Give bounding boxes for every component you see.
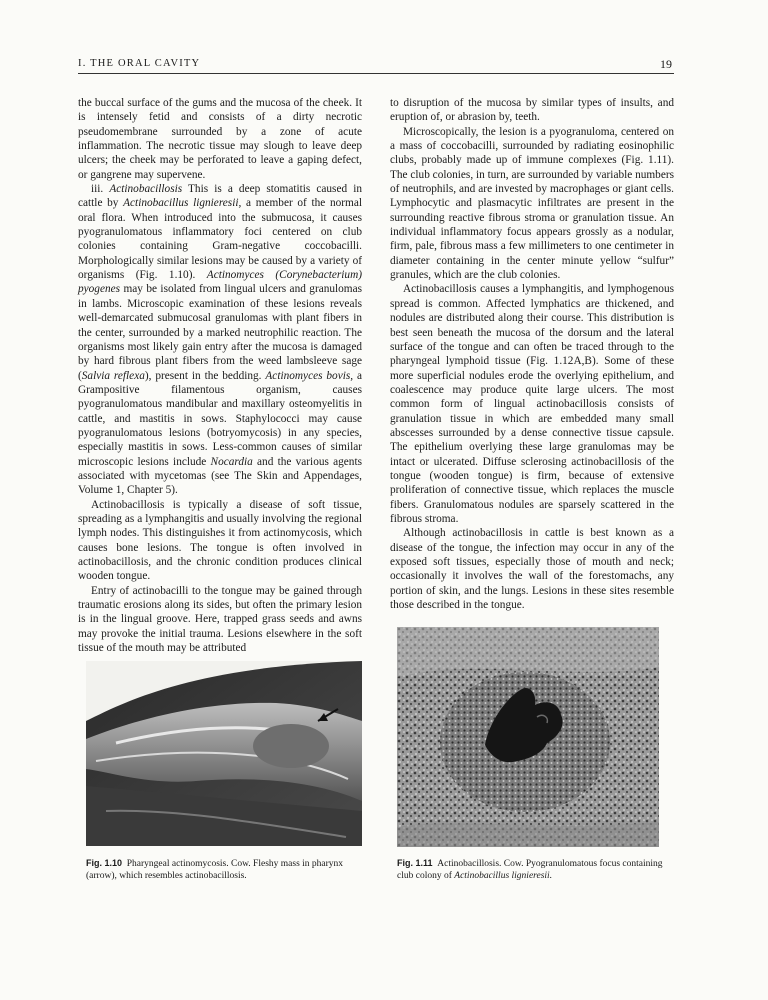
caption-text: Actinobacillosis. Cow. Pyogranulomatous focus containing club colony of	[397, 859, 663, 881]
header-rule	[78, 73, 674, 74]
paragraph: iii. Actinobacillosis This is a deep stomatitis caused in cattle by Actinobacillus lignieresii, a member of the normal oral flora. When introduced into the submucosa, it causes pyogranulomatous inflammatory foci centered on club colonies containing Gram-negative coccobacilli. Morphologically similar lesions may be caused by a variety of organisms (Fig. 1.10). Actinomyces (Corynebacterium) pyogenes may be isolated from lingual ulcers and granulomas in lambs. Microscopic examination of these lesions reveals well-demarcated submucosal granulomas with plant fibers in the center, surrounded by a marked neutrophilic reaction. The organisms most likely gain entry after the mucosa is damaged by hard fibrous plant fibers from the weed lambsleeve sage (Salvia reflexa), present in the bedding. Actinomyces bovis, a Grampositive filamentous organism, causes pyogranulomatous mandibular and maxillary osteomyelitis in cattle, and mastitis in sows. Staphylococci may cause pyogranulomatous lesions (botryomycosis) in any species, especially mastitis in sows. Less-common causes of similar microscopic lesions include Nocardia and the various agents associated with mycetomas (see The Skin and Appendages, Volume 1, Chapter 5).	[78, 183, 362, 497]
running-head: I. THE ORAL CAVITY	[78, 58, 201, 69]
paragraph: to disruption of the mucosa by similar types of insults, and eruption of, or abrasion by, teeth.	[390, 97, 674, 124]
figure-1-10-caption	[86, 857, 370, 882]
list-marker: iii.	[91, 183, 110, 196]
page-number: 19	[660, 57, 672, 71]
paragraph: Microscopically, the lesion is a pyogranuloma, centered on a mass of coccobacilli, surrounded by radiating eosinophilic clubs, probably made up of immune complexes (Fig. 1.11). The club colonies, in turn, are surrounded by variable numbers of neutrophils, and are invested by macrophages or giant cells. Lymphocytic and plasmacytic infiltrates are present in the surrounding reactive fibrous stroma or granulation tissue. An individual inflammatory focus appears grossly as a nodular, firm, pale, fibrous mass a few millimeters to one centimeter in diameter containing in the center minute yellow “sulfur” granules, which are the club colonies.	[390, 125, 674, 282]
figure-1-10-photo	[86, 661, 362, 846]
caption-species: Actinobacillus lignieresii.	[454, 871, 553, 881]
right-column	[390, 96, 674, 612]
paragraph: Actinobacillosis is typically a disease of soft tissue, spreading as a lymphangitis and usually involving the regional lymph nodes. This distinguishes it from actinomycosis, which causes bone lesions. The tongue is often involved in actinobacillosis, and the chronic condition produces clinical wooden tongue.	[78, 498, 362, 583]
paragraph: the buccal surface of the gums and the mucosa of the cheek. It is intensely fetid and consists of a dirty necrotic pseudomembrane surrounded by a zone of acute inflammation. The necrotic tissue may slough to leave deep ulcers; the cheek may be perforated to leave a gaping defect, or gangrene may supervene.	[78, 97, 362, 181]
paragraph: Actinobacillosis causes a lymphangitis, and lymphogenous spread is common. Affected lymphatics are thickened, and nodules are distributed along their course. This distribution is best seen beneath the mucosa of the dorsum and the lateral surface of the tongue and can often be traced through to the pharyngeal lymphoid tissue (Fig. 1.12A,B). Some of these more superficial nodules erode the overlying epithelium, and coalescence may produce quite large ulcers. The most common form of lingual actinobacillosis consists of granulation tissue in which are embedded many small abscesses surrounded by a dense connective tissue capsule. The epithelium overlying these large granulomas may be intact or ulcerated. Diffuse sclerosing actinobacillosis of the tongue (wooden tongue) is firm, because of extensive proliferation of connective tissue, which replaces the muscle fibers. Granulomatous nodules are sparsely scattered in the fibrous stroma.	[390, 283, 674, 525]
figure-1-11-caption	[397, 857, 681, 882]
paragraph: Entry of actinobacilli to the tongue may be gained through traumatic erosions along its sides, but often the primary lesion is in the lingual groove. Here, trapped grass seeds and awns may provoke the initial trauma. Lesions elsewhere in the soft tissue of the mouth may be attributed	[78, 584, 362, 655]
figure-1-11-micrograph	[397, 627, 659, 847]
left-column	[78, 96, 362, 655]
section-heading: Actinobacillosis	[109, 183, 183, 196]
paragraph: Although actinobacillosis in cattle is best known as a disease of the tongue, the infection may occur in any of the exposed soft tissues, especially those of mouth and neck; occasionally it involves the wall of the forestomachs, any portion of skin, and the lungs. Lesions in these sites resemble those described in the tongue.	[390, 527, 674, 612]
caption-text: Pharyngeal actinomycosis. Cow. Fleshy mass in pharynx (arrow), which resembles actinobacillosis.	[86, 859, 344, 881]
figure-label: Fig. 1.11	[397, 858, 433, 868]
figure-label: Fig. 1.10	[86, 858, 123, 868]
